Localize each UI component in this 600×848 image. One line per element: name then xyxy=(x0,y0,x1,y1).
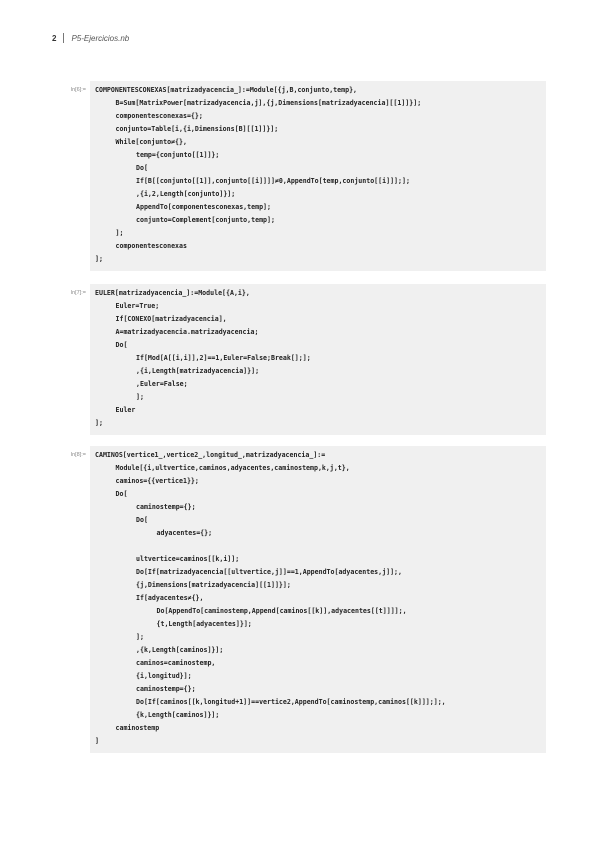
code-line: While[conjunto≠{}, xyxy=(115,138,187,146)
code-line: B=Sum[MatrixPower[matrizadyacencia,j],{j,Dimensions[matrizadyacencia][[1]]}]; xyxy=(115,99,422,107)
code-line: Do[ xyxy=(115,341,128,349)
code-line: If[CONEXO[matrizadyacencia], xyxy=(115,315,227,323)
code-line: EULER[matrizadyacencia_]:=Module[{A,i}, xyxy=(95,289,250,297)
code-line: AppendTo[componentesconexas,temp]; xyxy=(136,203,271,211)
code-line: A=matrizadyacencia.matrizadyacencia; xyxy=(115,328,259,336)
code-line: If[Mod[A[[i,i]],2]==1,Euler=False;Break[];]; xyxy=(136,354,311,362)
code-line: {j,Dimensions[matrizadyacencia][[1]]}]; xyxy=(136,581,291,589)
code-line: Do[ xyxy=(136,516,148,524)
code-line: Do[If[matrizadyacencia[[ultvertice,j]]==1,AppendTo[adyacentes,j]];, xyxy=(136,568,402,576)
code-line: ,Euler=False; xyxy=(136,380,188,388)
code-line: ,{k,Length[caminos]}]; xyxy=(136,646,224,654)
code-line: {t,Length[adyacentes]}]; xyxy=(156,620,252,628)
code-line: caminostemp={}; xyxy=(136,503,196,511)
cell-input-label: In[8]:= xyxy=(70,452,86,458)
code-line: conjunto=Table[i,{i,Dimensions[B][[1]]}]; xyxy=(115,125,279,133)
page-number: 2 xyxy=(52,33,57,43)
code-line: adyacentes={}; xyxy=(156,529,213,537)
code-line: Module[{i,ultvertice,caminos,adyacentes,caminostemp,k,j,t}, xyxy=(115,464,350,472)
code-line: ]; xyxy=(136,633,144,641)
code-line: ultvertice=caminos[[k,i]]; xyxy=(136,555,240,563)
code-line: Do[AppendTo[caminostemp,Append[caminos[[k]],adyacentes[[t]]]];, xyxy=(156,607,407,615)
code-line: {i,longitud}]; xyxy=(136,672,192,680)
code-line: caminostemp={}; xyxy=(136,685,196,693)
code-line: If[adyacentes≠{}, xyxy=(136,594,204,602)
code-line: componentesconexas={}; xyxy=(115,112,203,120)
code-line: If[B[[conjunto[[1]],conjunto[[i]]]]≠0,AppendTo[temp,conjunto[[i]]];]; xyxy=(136,177,410,185)
code-line: ,{i,Length[matrizadyacencia]}]; xyxy=(136,367,260,375)
code-line: componentesconexas xyxy=(115,242,187,250)
page-header xyxy=(52,31,129,45)
code-line: caminos=caminostemp, xyxy=(136,659,216,667)
code-line: conjunto=Complement[conjunto,temp]; xyxy=(136,216,275,224)
code-line: Euler=True; xyxy=(115,302,160,310)
code-line: {k,Length[caminos]}]; xyxy=(136,711,220,719)
code-line: ,{i,2,Length[conjunto]}]; xyxy=(136,190,236,198)
code-line: caminos={{vertice1}}; xyxy=(115,477,199,485)
code-line: ]; xyxy=(95,255,103,263)
header-divider xyxy=(63,33,64,43)
notebook-file-name: P5-Ejercicios.nb xyxy=(71,33,130,43)
code-line: Do[ xyxy=(115,490,128,498)
code-line: CAMINOS[vertice1_,vertice2_,longitud_,matrizadyacencia_]:= xyxy=(95,451,326,459)
code-line: ]; xyxy=(95,419,103,427)
code-line: ] xyxy=(95,737,99,745)
cell-input-label: In[7]:= xyxy=(70,290,86,296)
code-line: Euler xyxy=(115,406,136,414)
code-line: COMPONENTESCONEXAS[matrizadyacencia_]:=Module[{j,B,conjunto,temp}, xyxy=(95,86,358,94)
code-line: temp={conjunto[[1]]}; xyxy=(136,151,220,159)
code-line: ]; xyxy=(136,393,144,401)
code-line: Do[If[caminos[[k,longitud+1]]==vertice2,AppendTo[caminostemp,caminos[[k]]];];, xyxy=(136,698,446,706)
cell-input-label: In[6]:= xyxy=(70,87,86,93)
code-line: caminostemp xyxy=(115,724,160,732)
code-line: Do[ xyxy=(136,164,148,172)
code-line: ]; xyxy=(115,229,124,237)
